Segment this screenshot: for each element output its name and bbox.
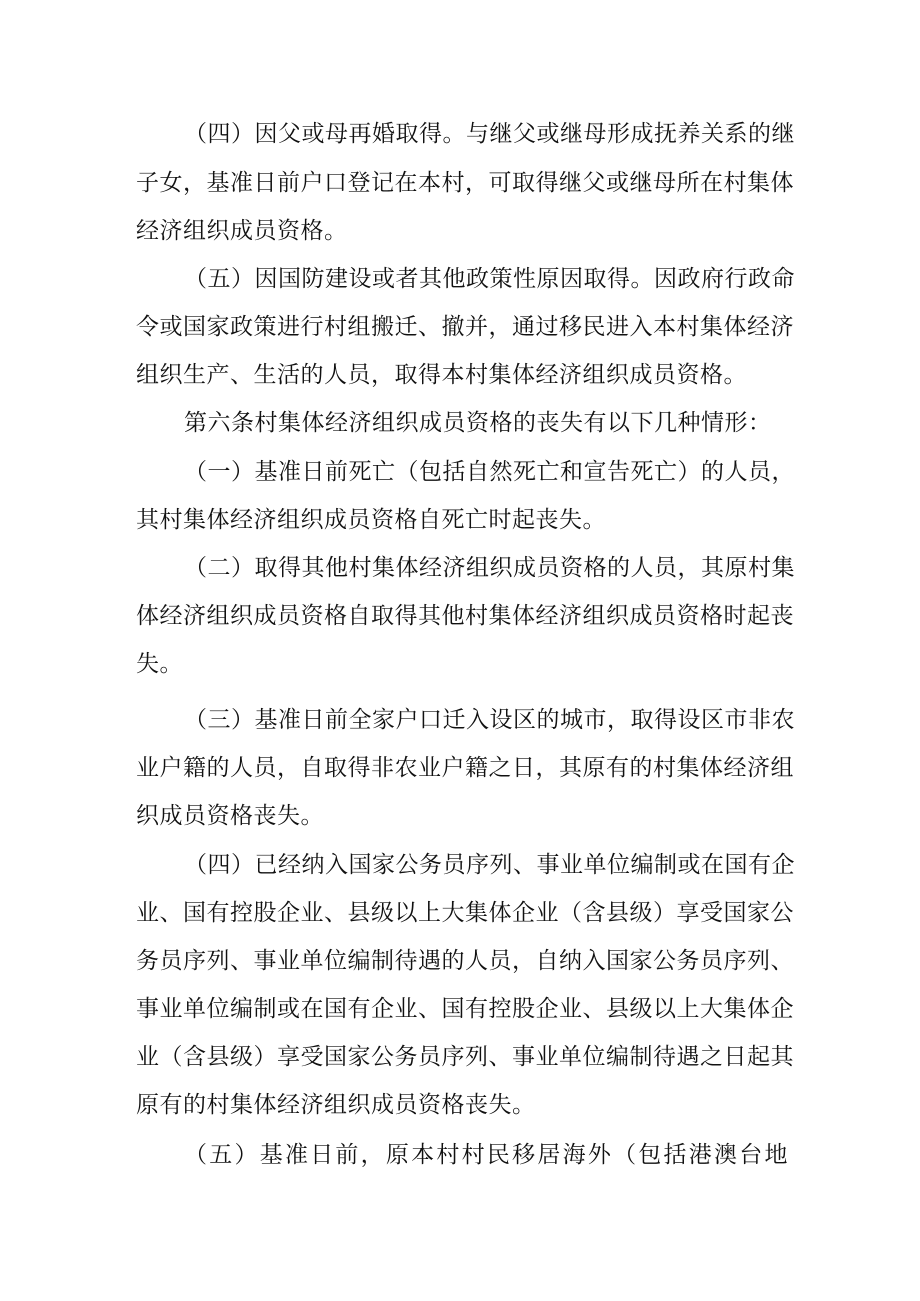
loss-2-line-1: （二）取得其他村集体经济组织成员资格的人员，其原村集: [184, 555, 795, 581]
article-6-heading: 第六条村集体经济组织成员资格的丧失有以下几种情形：: [184, 410, 772, 436]
para-4-line-3: 经济组织成员资格。: [136, 218, 348, 244]
loss-3-line-2: 业户籍的人员，自取得非农业户籍之日，其原有的村集体经济组: [136, 755, 794, 781]
loss-3-line-3: 织成员资格丧失。: [136, 803, 324, 829]
loss-4-line-3: 务员序列、事业单位编制待遇的人员，自纳入国家公务员序列、: [136, 948, 794, 974]
loss-2-line-3: 失。: [136, 651, 183, 677]
loss-4-line-4: 事业单位编制或在国有企业、国有控股企业、县级以上大集体企: [136, 996, 794, 1022]
loss-5-line-1: （五）基准日前，原本村村民移居海外（包括港澳台地: [184, 1142, 788, 1168]
para-5-line-2: 令或国家政策进行村组搬迁、撤并，通过移民进入本村集体经济: [136, 314, 794, 340]
loss-4-line-1: （四）已经纳入国家公务员序列、事业单位编制或在国有企: [184, 852, 795, 878]
loss-2-line-2: 体经济组织成员资格自取得其他村集体经济组织成员资格时起丧: [136, 603, 794, 629]
para-5-line-1: （五）因国防建设或者其他政策性原因取得。因政府行政命: [184, 266, 795, 292]
loss-1-line-1: （一）基准日前死亡（包括自然死亡和宣告死亡）的人员，: [184, 459, 795, 485]
loss-3-line-1: （三）基准日前全家户口迁入设区的城市，取得设区市非农: [184, 707, 795, 733]
loss-4-line-6: 原有的村集体经济组织成员资格丧失。: [136, 1092, 536, 1118]
para-4-line-2: 子女，基准日前户口登记在本村，可取得继父或继母所在村集体: [136, 170, 794, 196]
loss-1-line-2: 其村集体经济组织成员资格自死亡时起丧失。: [136, 507, 606, 533]
para-5-line-3: 组织生产、生活的人员，取得本村集体经济组织成员资格。: [136, 362, 747, 388]
loss-4-line-2: 业、国有控股企业、县级以上大集体企业（含县级）享受国家公: [136, 900, 794, 926]
para-4-line-1: （四）因父或母再婚取得。与继父或继母形成抚养关系的继: [184, 121, 795, 147]
loss-4-line-5: 业（含县级）享受国家公务员序列、事业单位编制待遇之日起其: [136, 1044, 794, 1070]
